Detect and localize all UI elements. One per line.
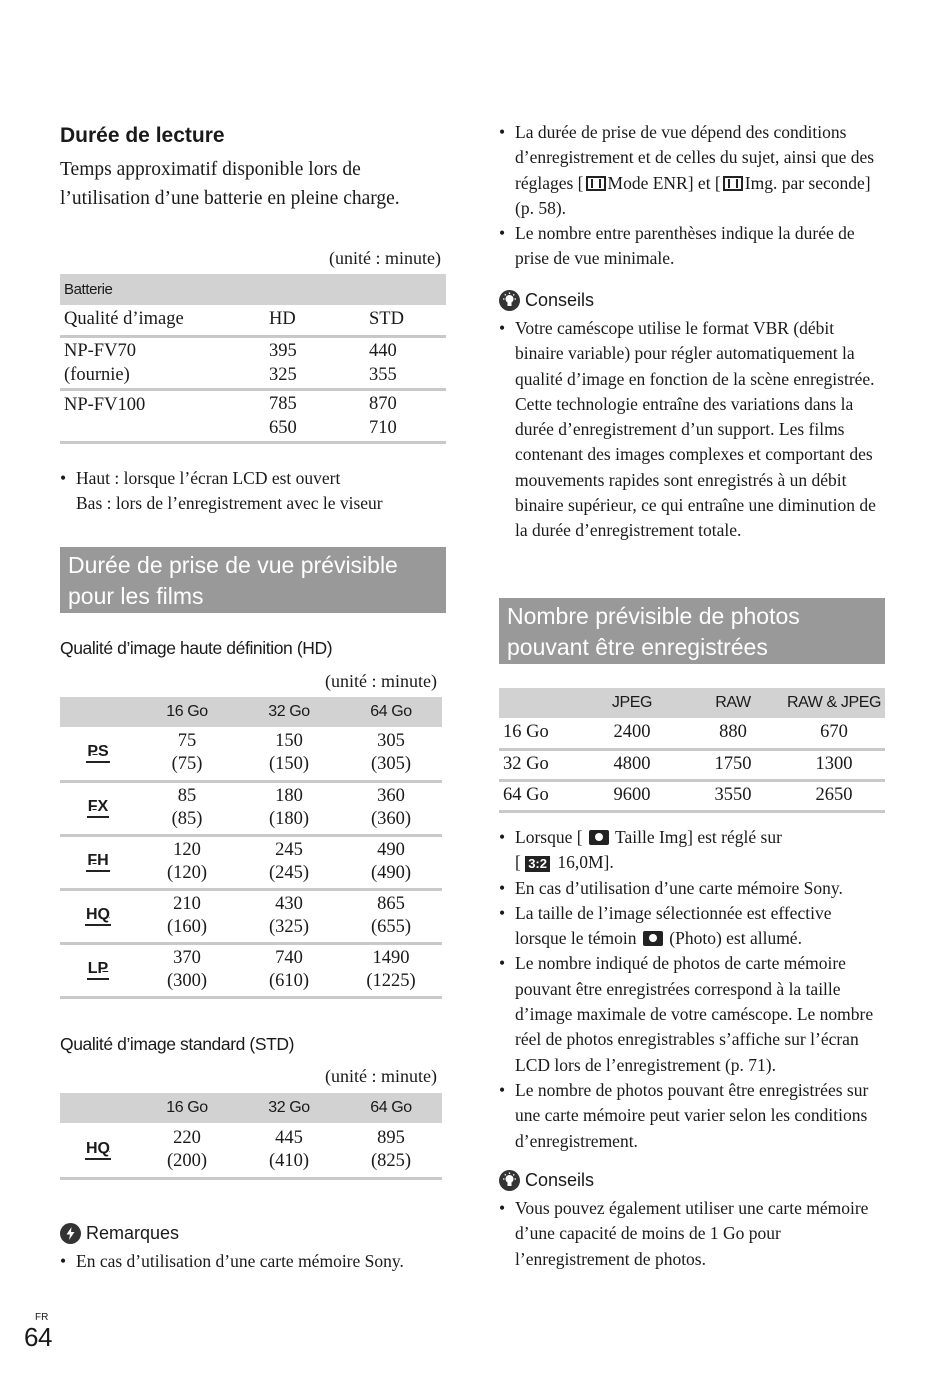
value-minimum: (325): [268, 917, 310, 937]
value-cell: 3550: [683, 780, 783, 811]
mode-cell: [60, 889, 136, 943]
value-typical: 75: [177, 731, 197, 752]
corner-cell: [60, 1093, 136, 1123]
std-table: [60, 1093, 442, 1180]
lightbulb-icon: [499, 1170, 520, 1191]
tips-heading: [499, 1170, 594, 1191]
tips-heading: [499, 290, 594, 311]
value-typical: 490: [377, 840, 405, 860]
value-cell: [238, 1123, 340, 1178]
language-code: FR: [35, 1312, 49, 1323]
value-minimum: (120): [166, 863, 208, 883]
value-minimum: (610): [268, 971, 310, 991]
capacity-cell: 32 Go: [499, 749, 581, 780]
quality-header: Qualité d’image: [60, 305, 269, 336]
aspect-ratio-icon: 3:2: [525, 856, 550, 872]
value-typical: 245: [275, 840, 303, 860]
value-cell: 1300: [783, 749, 885, 780]
ps-mode-icon: PS: [86, 744, 109, 763]
text: Lorsque [: [515, 827, 583, 847]
text: La taille de l’image sélectionnée est effective lorsque le témoin: [515, 902, 832, 949]
value-cell: [340, 1123, 442, 1178]
value-typical: 370: [173, 948, 201, 968]
value-cell: [136, 835, 238, 889]
value-typical: 220: [173, 1127, 201, 1148]
table-row: [60, 889, 442, 943]
list-item: • Le nombre entre parenthèses indique la durée de prise de vue minimale.: [499, 221, 887, 272]
value-minimum: (655): [370, 917, 412, 937]
table-row: [60, 943, 442, 997]
value-minimum: (490): [370, 863, 412, 883]
recording-notes: [499, 120, 887, 272]
value-minimum: (200): [166, 1150, 208, 1171]
mode-cell: [60, 781, 136, 835]
warning-icon: [60, 1223, 81, 1244]
hd-table: [60, 697, 442, 999]
text: 16,0M].: [557, 852, 614, 873]
value-minimum: (150): [268, 754, 310, 775]
value-cell: [136, 781, 238, 835]
table-row: [60, 1123, 442, 1178]
value-minimum: (360): [370, 809, 412, 829]
value-high: 440: [369, 340, 397, 361]
playback-intro: Temps approximatif disponible lors de l’utilisation d’une batterie en pleine charge.: [60, 159, 400, 209]
table-row: [60, 336, 269, 389]
tips-title: Conseils: [525, 1170, 595, 1190]
list-item: [499, 120, 887, 221]
table-row: [499, 718, 885, 749]
std-header: STD: [369, 305, 446, 336]
text: Img. par seconde] (p. 58).: [515, 172, 871, 218]
value-cell: 880: [683, 718, 783, 749]
text: Taille Img] est réglé sur: [615, 827, 782, 847]
hq-mode-icon: HQ: [85, 1141, 111, 1160]
list-item: • En cas d’utilisation d’une carte mémoire Sony.: [60, 1249, 446, 1274]
value-typical: 120: [173, 840, 201, 860]
value-cell: [136, 943, 238, 997]
list-item: • Le nombre indiqué de photos de carte mémoire pouvant être enregistrées correspond à la taille d’image maximale de votre caméscope. Le nombre réel de photos enregistrables s’affiche sur l’écran LCD lors de l’enregistrement (p. 71).: [499, 951, 887, 1077]
value-minimum: (85): [171, 809, 203, 829]
value-cell: [340, 835, 442, 889]
value-cell: 2650: [783, 780, 885, 811]
text: Mode ENR] et [: [607, 172, 721, 193]
corner-cell: [60, 697, 136, 727]
value-cell: [340, 889, 442, 943]
photo-table: [499, 688, 885, 813]
value-typical: 210: [173, 894, 201, 914]
remarks-list: [60, 1249, 446, 1274]
fx-mode-icon: FX: [87, 799, 109, 818]
battery-table: [60, 274, 446, 444]
std-cell: [369, 336, 446, 389]
remarks-title: Remarques: [86, 1223, 180, 1243]
battery-name: NP-FV70: [64, 340, 136, 361]
corner-cell: [499, 688, 581, 718]
value-high: 785: [269, 393, 297, 414]
list-item: [499, 825, 887, 876]
hd-cell: [269, 389, 369, 442]
text: (Photo) est allumé.: [669, 928, 802, 949]
list-item: • Vous pouvez également utiliser une carte mémoire d’une capacité de moins de 1 Go pour l’enregistrement de photos.: [499, 1196, 887, 1272]
text: La durée de prise de vue dépend des conditions d’enregistrement et de celles du sujet, ainsi que des réglages [: [515, 122, 875, 193]
mode-cell: [60, 943, 136, 997]
value-typical: 445: [275, 1127, 303, 1148]
value-low: 325: [269, 364, 297, 385]
tips-list: [499, 316, 887, 544]
value-minimum: (825): [370, 1150, 412, 1171]
value-minimum: (300): [166, 971, 208, 991]
value-cell: [238, 835, 340, 889]
hq-mode-icon: HQ: [85, 907, 111, 926]
value-typical: 740: [275, 948, 303, 968]
value-cell: [238, 943, 340, 997]
std-cell: [369, 389, 446, 442]
hd-title: Qualité d’image haute définition (HD): [60, 638, 333, 658]
table-row: [60, 727, 442, 781]
value-typical: 895: [377, 1127, 405, 1148]
value-typical: 430: [275, 894, 303, 914]
value-minimum: (410): [268, 1150, 310, 1171]
mode-cell: [60, 835, 136, 889]
playback-title: Durée de lecture: [60, 124, 225, 147]
value-cell: [238, 727, 340, 781]
battery-name: NP-FV100: [64, 394, 146, 415]
hd-header: HD: [269, 305, 369, 336]
value-high: 395: [269, 340, 297, 361]
col-header: 32 Go: [238, 1093, 340, 1123]
battery-notes: [60, 466, 446, 517]
list-item: [60, 466, 446, 517]
section-title-films: Durée de prise de vue prévisible pour les films: [60, 547, 446, 613]
value-low: 355: [369, 364, 397, 385]
value-minimum: (75): [171, 754, 203, 775]
table-row: [499, 780, 885, 811]
value-low: 710: [369, 417, 397, 438]
section-title-photos: Nombre prévisible de photos pouvant être enregistrées: [499, 598, 885, 664]
value-cell: 670: [783, 718, 885, 749]
value-cell: [238, 781, 340, 835]
value-cell: [136, 1123, 238, 1178]
lightbulb-icon: [499, 290, 520, 311]
battery-note: (fournie): [64, 364, 130, 385]
list-item: • Votre caméscope utilise le format VBR (débit binaire variable) pour régler automatiquement la qualité d’image en fonction de la scène enregistrée. Cette technologie entraîne des variations dans la durée d’enregistrement d’un support. Les films contenant des images complexes et comportant des mouvements rapides sont enregistrés à un débit binaire supérieur, ce qui entraîne une diminution de la durée d’enregistrement totale.: [499, 316, 887, 544]
value-typical: 360: [377, 786, 405, 806]
note-line: Bas : lors de l’enregistrement avec le viseur: [76, 493, 383, 514]
value-minimum: (180): [268, 809, 310, 829]
tips-list: [499, 1196, 887, 1272]
battery-unit: (unité : minute): [329, 248, 441, 268]
table-row: [60, 389, 269, 442]
value-cell: 9600: [581, 780, 683, 811]
list-item: • Le nombre de photos pouvant être enregistrées sur une carte mémoire peut varier selon les conditions d’enregistrement.: [499, 1078, 887, 1154]
hd-unit: (unité : minute): [325, 671, 437, 691]
value-typical: 85: [177, 786, 197, 806]
camera-icon: [643, 931, 663, 946]
value-cell: [136, 889, 238, 943]
mode-cell: [60, 1123, 136, 1178]
film-icon: [723, 176, 743, 191]
fh-mode-icon: FH: [86, 853, 109, 872]
value-high: 870: [369, 393, 397, 414]
film-icon: [586, 176, 606, 191]
col-header: 64 Go: [340, 697, 442, 727]
list-item: [499, 901, 887, 952]
value-typical: 150: [275, 731, 303, 752]
camera-icon: [589, 830, 609, 845]
value-cell: 4800: [581, 749, 683, 780]
value-typical: 180: [275, 786, 303, 806]
col-header: JPEG: [581, 688, 683, 718]
value-typical: 1490: [372, 948, 410, 968]
value-cell: [340, 943, 442, 997]
value-cell: 2400: [581, 718, 683, 749]
table-row: [60, 781, 442, 835]
std-unit: (unité : minute): [325, 1066, 437, 1086]
value-minimum: (305): [370, 754, 412, 775]
value-cell: [340, 781, 442, 835]
remarks-heading: [60, 1223, 179, 1244]
note-line: • Haut : lorsque l’écran LCD est ouvert: [76, 468, 341, 488]
value-cell: [238, 889, 340, 943]
value-typical: 865: [377, 894, 405, 914]
battery-caption: Batterie: [60, 274, 446, 305]
capacity-cell: 16 Go: [499, 718, 581, 749]
value-cell: 1750: [683, 749, 783, 780]
hd-cell: [269, 336, 369, 389]
page-number: 64: [24, 1322, 53, 1352]
value-low: 650: [269, 417, 297, 438]
col-header: 16 Go: [136, 697, 238, 727]
col-header: RAW & JPEG: [783, 688, 885, 718]
col-header: RAW: [683, 688, 783, 718]
photo-notes: [499, 825, 887, 1154]
list-item: • En cas d’utilisation d’une carte mémoire Sony.: [499, 876, 887, 901]
col-header: 16 Go: [136, 1093, 238, 1123]
table-row: [499, 749, 885, 780]
value-minimum: (245): [268, 863, 310, 883]
tips-title: Conseils: [525, 290, 595, 310]
text: [: [515, 852, 521, 873]
capacity-cell: 64 Go: [499, 780, 581, 811]
value-cell: [136, 727, 238, 781]
std-title: Qualité d’image standard (STD): [60, 1034, 295, 1054]
table-row: [60, 835, 442, 889]
value-minimum: (160): [166, 917, 208, 937]
col-header: 64 Go: [340, 1093, 442, 1123]
value-cell: [340, 727, 442, 781]
mode-cell: [60, 727, 136, 781]
value-typical: 305: [377, 731, 405, 752]
col-header: 32 Go: [238, 697, 340, 727]
lp-mode-icon: LP: [87, 961, 109, 980]
value-minimum: (1225): [366, 971, 416, 991]
